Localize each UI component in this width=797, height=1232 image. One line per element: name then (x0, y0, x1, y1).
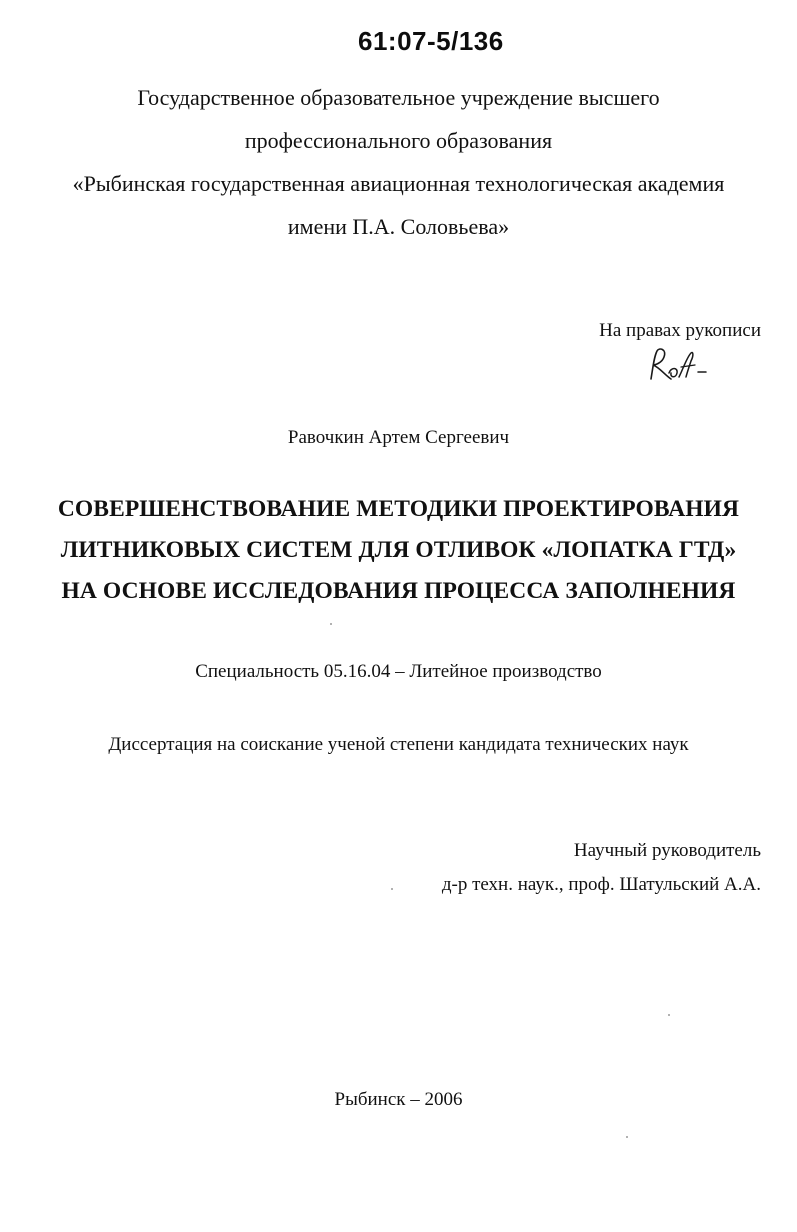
institution-block (0, 78, 797, 247)
supervisor-label: Научный руководитель (573, 840, 761, 861)
manuscript-note: На правах рукописи (599, 320, 761, 341)
place-year: Рыбинск – 2006 (334, 1089, 463, 1110)
dissertation-note: Диссертация на соискание ученой степени кандидата технических наук (108, 734, 689, 755)
supervisor-name: д-р техн. наук., проф. Шатульский А.А. (441, 874, 761, 895)
archive-code: 61:07-5/136 (358, 26, 504, 56)
scan-speck (626, 1136, 628, 1138)
author-name: Равочкин Артем Сергеевич (287, 427, 510, 448)
institution-line: Государственное образовательное учреждение высшего (137, 85, 660, 110)
title-line: НА ОСНОВЕ ИССЛЕДОВАНИЯ ПРОЦЕССА ЗАПОЛНЕНИЯ (61, 578, 736, 604)
scan-speck (391, 888, 393, 890)
dissertation-title (0, 489, 797, 612)
title-line: ЛИТНИКОВЫХ СИСТЕМ ДЛЯ ОТЛИВОК «ЛОПАТКА ГТД» (60, 537, 737, 563)
title-line: СОВЕРШЕНСТВОВАНИЕ МЕТОДИКИ ПРОЕКТИРОВАНИЯ (57, 496, 740, 522)
institution-line: «Рыбинская государственная авиационная технологическая академия (72, 171, 725, 196)
institution-line: профессионального образования (244, 128, 553, 153)
scan-speck (668, 1014, 670, 1016)
signature-icon (645, 345, 715, 387)
specialty: Специальность 05.16.04 – Литейное производство (195, 661, 602, 682)
scan-speck (330, 623, 332, 625)
institution-line: имени П.А. Соловьева» (287, 214, 510, 239)
